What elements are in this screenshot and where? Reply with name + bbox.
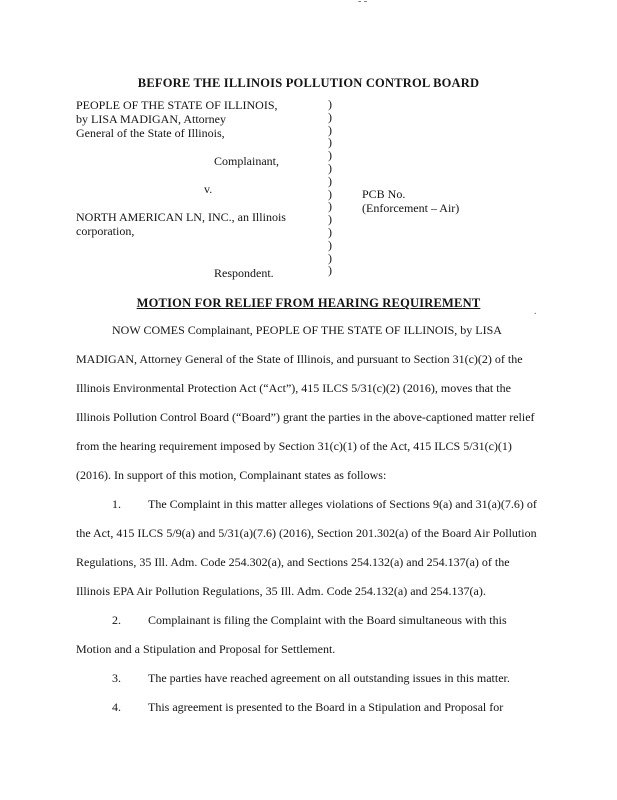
motion-body <box>76 316 546 722</box>
paren: ) <box>328 160 332 175</box>
paren: ) <box>328 122 332 137</box>
plaintiff-line: PEOPLE OF THE STATE OF ILLINOIS, <box>76 98 278 112</box>
defendant-line: corporation, <box>76 224 135 238</box>
body-line: the Act, 415 ILCS 5/9(a) and 5/31(a)(7.6) (2016), Section 201.302(a) of the Board Air Pollution <box>76 526 537 540</box>
body-line: NOW COMES Complainant, PEOPLE OF THE STATE OF ILLINOIS, by LISA <box>112 323 502 337</box>
item-number: 4. <box>112 700 121 714</box>
respondent-label: Respondent. <box>214 266 274 280</box>
list-item <box>76 664 546 693</box>
case-number: PCB No. <box>362 187 406 201</box>
paren: ) <box>328 250 332 265</box>
plaintiff-line: General of the State of Illinois, <box>76 126 225 140</box>
case-caption-parties <box>76 98 321 280</box>
case-type: (Enforcement – Air) <box>362 201 460 215</box>
list-item <box>76 490 546 519</box>
paren: ) <box>328 212 332 227</box>
stray-mark: . <box>534 306 537 317</box>
list-item <box>76 606 546 635</box>
body-line: Regulations, 35 Ill. Adm. Code 254.302(a), and Sections 254.132(a) and 254.137(a) of the <box>76 555 510 569</box>
item-number: 3. <box>112 671 121 685</box>
plaintiff-line: by LISA MADIGAN, Attorney <box>76 112 226 126</box>
list-item <box>76 693 546 722</box>
item-number: 1. <box>112 497 121 511</box>
paren: ) <box>328 135 332 150</box>
paren: ) <box>328 109 332 124</box>
body-line: MADIGAN, Attorney General of the State of Illinois, and pursuant to Section 31(c)(2) of the <box>76 352 523 366</box>
versus-label: v. <box>204 182 213 196</box>
item-text: The parties have reached agreement on all outstanding issues in this matter. <box>148 671 510 685</box>
item-text: Complainant is filing the Complaint with the Board simultaneous with this <box>148 613 507 627</box>
court-heading: BEFORE THE ILLINOIS POLLUTION CONTROL BOARD <box>137 76 480 90</box>
paren: ) <box>328 263 332 278</box>
body-line: Motion and a Stipulation and Proposal for Settlement. <box>76 642 336 656</box>
paren: ) <box>328 237 332 252</box>
motion-title: MOTION FOR RELIEF FROM HEARING REQUIREMENT <box>136 296 481 310</box>
body-line: Illinois Environmental Protection Act (“Act”), 415 ILCS 5/31(c)(2) (2016), moves that the <box>76 381 511 395</box>
body-line: from the hearing requirement imposed by Section 31(c)(1) of the Act, 415 ILCS 5/31(c)(1) <box>76 439 512 453</box>
paren: ) <box>328 173 332 188</box>
caption-parentheses <box>328 98 332 277</box>
item-number: 2. <box>112 613 121 627</box>
case-number-block <box>362 187 459 215</box>
body-line: Illinois Pollution Control Board (“Board”) grant the parties in the above-captioned matter relief <box>76 410 535 424</box>
paren: ) <box>328 97 332 111</box>
paren: ) <box>328 224 332 239</box>
paren: ) <box>328 199 332 214</box>
scan-mark: - - <box>358 0 368 7</box>
item-text: The Complaint in this matter alleges violations of Sections 9(a) and 31(a)(7.6) of <box>148 497 537 511</box>
item-text: This agreement is presented to the Board in a Stipulation and Proposal for <box>148 700 504 714</box>
defendant-line: NORTH AMERICAN LN, INC., an Illinois <box>76 210 286 224</box>
paren: ) <box>328 186 332 201</box>
body-line: (2016). In support of this motion, Complainant states as follows: <box>76 468 387 482</box>
complainant-label: Complainant, <box>214 154 279 168</box>
body-line: Illinois EPA Air Pollution Regulations, 35 Ill. Adm. Code 254.132(a) and 254.137(a). <box>76 584 486 598</box>
paren: ) <box>328 148 332 163</box>
